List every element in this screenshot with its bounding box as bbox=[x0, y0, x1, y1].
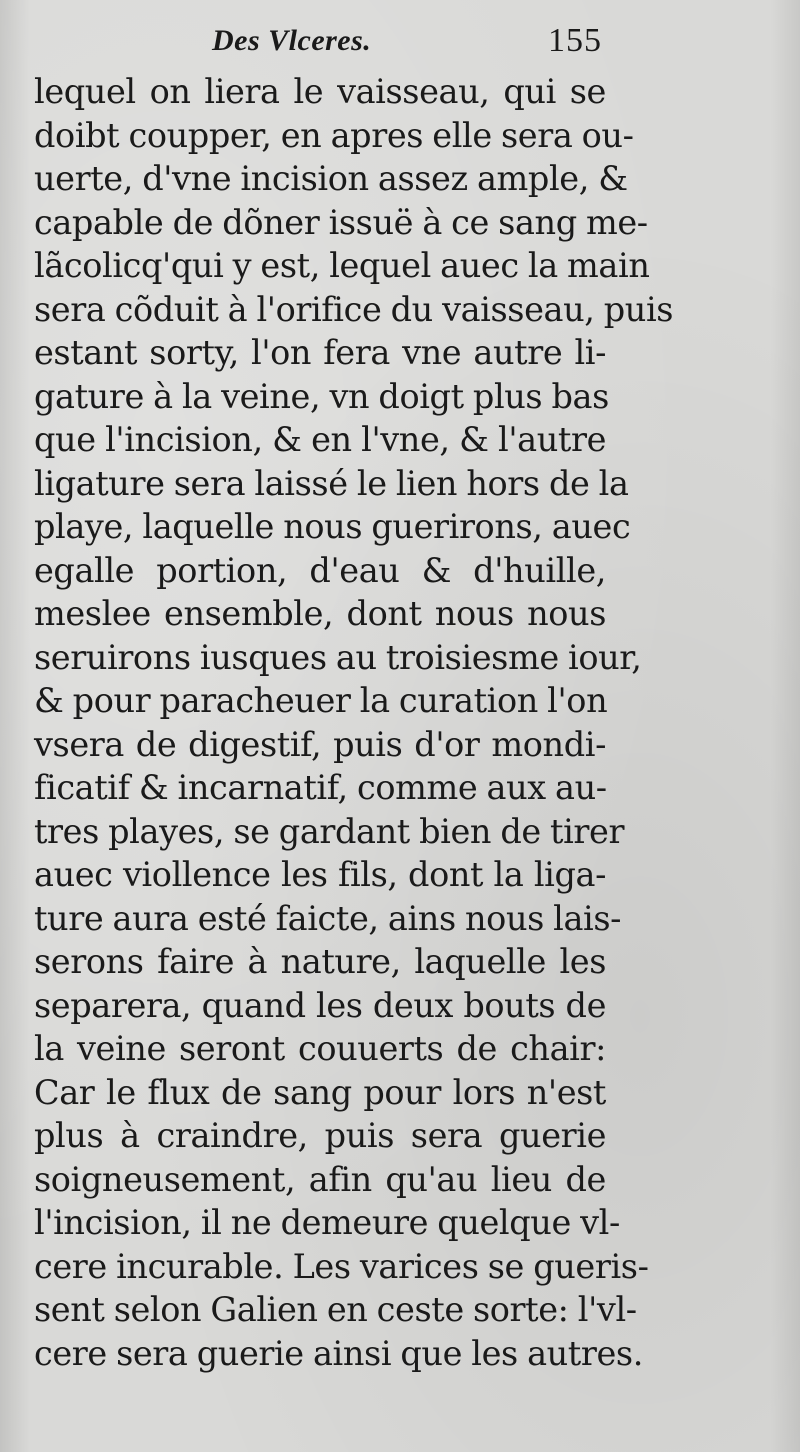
text-line: meslee ensemble, dont nous nous bbox=[34, 594, 606, 633]
text-line: seruirons iusques au troisiesme iour, bbox=[34, 637, 642, 677]
text-line: capable de dõner issuë à ce sang me- bbox=[34, 202, 648, 242]
text-line: auec viollence les fils, dont la liga- bbox=[34, 855, 606, 894]
text-line: ficatif & incarnatif, comme aux au- bbox=[34, 768, 607, 807]
text-line: ture aura esté faicte, ains nous lais- bbox=[34, 898, 622, 938]
text-line: ligature sera laissé le lien hors de la bbox=[34, 463, 629, 503]
text-line: soigneusement, afin qu'au lieu de bbox=[34, 1159, 606, 1199]
text-line: tres playes, se gardant bien de tirer bbox=[34, 811, 625, 851]
text-line: lãcolicq'qui y est, lequel auec la main bbox=[34, 246, 650, 285]
text-line: que l'incision, & en l'vne, & l'autre bbox=[34, 420, 606, 459]
body-text bbox=[34, 70, 674, 1375]
text-line: playe, laquelle nous guerirons, auec bbox=[34, 507, 631, 546]
text-line: sera cõduit à l'orifice du vaisseau, puis bbox=[34, 289, 674, 329]
page-number: 155 bbox=[548, 22, 602, 59]
text-line: estant sorty, l'on fera vne autre li- bbox=[34, 333, 606, 372]
running-head bbox=[0, 22, 800, 66]
text-line: uerte, d'vne incision assez ample, & bbox=[34, 159, 628, 198]
text-line: & pour paracheuer la curation l'on bbox=[34, 681, 608, 720]
text-line: serons faire à nature, laquelle les bbox=[34, 942, 606, 981]
text-line: Car le flux de sang pour lors n'est bbox=[34, 1072, 606, 1112]
text-line: cere incurable. Les varices se gueris- bbox=[34, 1246, 649, 1286]
text-line: lequel on liera le vaisseau, qui se bbox=[34, 72, 606, 111]
text-line: egalle portion, d'eau & d'huille, bbox=[34, 550, 606, 590]
text-line: vsera de digestif, puis d'or mondi- bbox=[34, 724, 606, 764]
text-line: separera, quand les deux bouts de bbox=[34, 985, 606, 1025]
text-line: l'incision, il ne demeure quelque vl- bbox=[34, 1203, 620, 1242]
text-line: plus à craindre, puis sera guerie bbox=[34, 1116, 606, 1155]
running-title: Des Vlceres. bbox=[212, 24, 372, 57]
text-line: la veine seront couuerts de chair: bbox=[34, 1029, 606, 1068]
text-line: sent selon Galien en ceste sorte: l'vl- bbox=[34, 1290, 637, 1329]
text-line: gature à la veine, vn doigt plus bas bbox=[34, 376, 609, 416]
text-line: cere sera guerie ainsi que les autres. bbox=[34, 1333, 643, 1373]
text-line: doibt coupper, en apres elle sera ou- bbox=[34, 115, 634, 155]
